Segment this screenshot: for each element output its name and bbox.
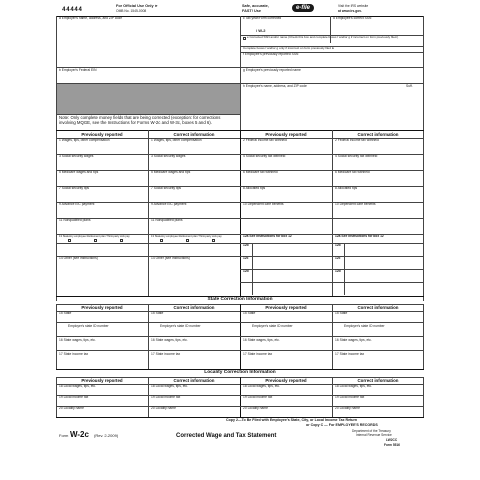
- box-19-prev-1: 19 Local income tax: [59, 395, 89, 399]
- box-17-corr-2: 17 State income tax: [335, 352, 365, 356]
- form-title: Corrected Wage and Tax Statement: [176, 433, 277, 439]
- box-a-label: a Employer's name, address, and ZIP code: [59, 16, 123, 20]
- official-use-label: For Official Use Only ►: [116, 4, 159, 8]
- complete-boxes-label: Complete boxes f and/or g only if incorrect on form previously filed ►: [243, 46, 335, 50]
- w2-label: / W-2: [256, 28, 266, 33]
- product-code: LW2CC: [386, 438, 398, 442]
- box-20-prev-2: 20 Locality name: [243, 406, 268, 410]
- box-2-corr: 2 Federal income tax withheld: [335, 138, 379, 142]
- state-id-prev-1: Employer's state ID number: [68, 324, 109, 328]
- locality-prev-header-1: Previously reported: [81, 378, 123, 383]
- box-6-prev: 6 Medicare tax withheld: [243, 170, 278, 174]
- box-9-prev: 9 Advance EIC payment: [59, 202, 95, 206]
- box-12b-prev: 12b: [243, 243, 249, 247]
- box-20-corr-2: 20 Locality name: [335, 406, 360, 410]
- right-corr-header: Correct information: [357, 132, 399, 137]
- locality-section-title: Locality Correction Information: [204, 370, 276, 375]
- box-3-prev: 3 Social security wages: [59, 154, 94, 158]
- box-d-label: d Employee's correct SSN: [333, 16, 372, 20]
- box-20-prev-1: 20 Locality name: [59, 406, 84, 410]
- form-label: Form: [59, 433, 69, 438]
- left-corr-header: Correct information: [173, 132, 215, 137]
- locality-prev-header-2: Previously reported: [265, 378, 307, 383]
- box-12b-corr: 12b: [335, 243, 341, 247]
- box-h-label: h Employee's name, address, and ZIP code: [243, 84, 307, 88]
- box-13-corr: 13 Statutory employee Retirement plan Third-party sick pay: [151, 235, 222, 238]
- sickpay-checkbox-prev[interactable]: [120, 239, 123, 242]
- box-15-prev-1: 15 State: [59, 311, 72, 315]
- efile-logo: e-file: [292, 4, 314, 12]
- box-10-corr: 10 Dependent care benefits: [335, 202, 376, 206]
- box-14-corr: 14 Other (see instructions): [151, 256, 190, 260]
- box-18-corr-1: 18 Local wages, tips, etc.: [151, 384, 189, 388]
- irs-visit-text: Visit the IRS website: [338, 4, 369, 8]
- box-16-corr-2: 16 State wages, tips, etc.: [335, 338, 372, 342]
- box-f-label: f Employee's previously reported SSN: [243, 52, 299, 56]
- box-12c-corr: 12c: [335, 256, 341, 260]
- box-19-corr-1: 19 Local income tax: [151, 395, 181, 399]
- safe-accurate-text: Safe, accurate,: [242, 4, 269, 8]
- box-15-corr-2: 15 State: [335, 311, 348, 315]
- box-3-corr: 3 Social security wages: [151, 154, 186, 158]
- retirement-checkbox-prev[interactable]: [94, 239, 97, 242]
- box-15-prev-2: 15 State: [243, 311, 256, 315]
- statutory-checkbox-prev[interactable]: [68, 239, 71, 242]
- box-16-corr-1: 16 State wages, tips, etc.: [151, 338, 188, 342]
- box-13-prev: 13 Statutory employee Retirement plan Third-party sick pay: [59, 235, 130, 238]
- box-15-corr-1: 15 State: [151, 311, 164, 315]
- box-12a-prev: 12a See instructions for box 12: [243, 234, 292, 238]
- box-6-corr: 6 Medicare tax withheld: [335, 170, 370, 174]
- box-12d-corr: 12d: [335, 269, 341, 273]
- box-16-prev-2: 16 State wages, tips, etc.: [243, 338, 280, 342]
- box-1-prev: 1 Wages, tips, other compensation: [59, 138, 110, 142]
- box-18-prev-2: 18 Local wages, tips, etc.: [243, 384, 281, 388]
- box-19-prev-2: 19 Local income tax: [243, 395, 273, 399]
- box-19-corr-2: 19 Local income tax: [335, 395, 365, 399]
- state-id-corr-1: Employer's state ID number: [160, 324, 201, 328]
- state-id-prev-2: Employer's state ID number: [252, 324, 293, 328]
- corrected-ssn-checkbox[interactable]: [243, 37, 246, 40]
- box-14-prev: 14 Other (see instructions): [59, 256, 98, 260]
- box-c-label: c Tax year/Form corrected: [243, 16, 282, 20]
- left-prev-header: Previously reported: [81, 132, 123, 137]
- omb-number: OMB No. 1545-0008: [116, 9, 147, 13]
- box-17-corr-1: 17 State income tax: [151, 352, 181, 356]
- state-corr-header-2: Correct information: [357, 305, 399, 310]
- money-fields-note: Note: Only complete money fields that are being corrected (exception: for corrections involving MQGE, see the Instructions for Forms W-2c and W-3c, boxes 5 and 6).: [59, 115, 221, 126]
- box-5-corr: 5 Medicare wages and tips: [151, 170, 191, 174]
- box-7-corr: 7 Social security tips: [151, 186, 182, 190]
- box-1-corr: 1 Wages, tips, other compensation: [151, 138, 202, 142]
- fast-use-text: FAST! Use: [242, 9, 261, 13]
- box-8-prev: 8 Allocated tips: [243, 186, 266, 190]
- form-w2c-title: W-2c: [70, 430, 89, 439]
- box-11-corr: 11 Nonqualified plans: [151, 218, 183, 222]
- form-number: Form 5516: [384, 443, 400, 447]
- copy-c-text: or Copy C — For EMPLOYEE'S RECORDS: [306, 423, 378, 427]
- w2c-form: [56, 3, 424, 471]
- statutory-checkbox-corr[interactable]: [160, 239, 163, 242]
- box-10-prev: 10 Dependent care benefits: [243, 202, 284, 206]
- control-number: 44444: [62, 6, 83, 13]
- suffix-label: Suff.: [406, 84, 413, 88]
- irs-site-text: at www.irs.gov.: [338, 9, 362, 13]
- box-12d-prev: 12d: [243, 269, 249, 273]
- state-corr-header-1: Correct information: [173, 305, 215, 310]
- box-17-prev-2: 17 State income tax: [243, 352, 273, 356]
- shaded-area: [57, 84, 241, 114]
- right-prev-header: Previously reported: [265, 132, 307, 137]
- box-5-prev: 5 Medicare wages and tips: [59, 170, 99, 174]
- box-b-label: b Employer's Federal EIN: [59, 68, 97, 72]
- box-4-corr: 4 Social security tax withheld: [335, 154, 378, 158]
- locality-corr-header-1: Correct information: [173, 378, 215, 383]
- box-12c-prev: 12c: [243, 256, 249, 260]
- box-8-corr: 8 Allocated tips: [335, 186, 358, 190]
- state-prev-header-1: Previously reported: [81, 305, 123, 310]
- box-2-prev: 2 Federal income tax withheld: [243, 138, 287, 142]
- box-16-prev-1: 16 State wages, tips, etc.: [59, 338, 96, 342]
- box-18-prev-1: 18 Local wages, tips, etc.: [59, 384, 97, 388]
- box-7-prev: 7 Social security tips: [59, 186, 90, 190]
- retirement-checkbox-corr[interactable]: [186, 239, 189, 242]
- sickpay-checkbox-corr[interactable]: [212, 239, 215, 242]
- state-id-corr-2: Employer's state ID number: [344, 324, 385, 328]
- box-12a-corr: 12a See instructions for box 12: [335, 234, 384, 238]
- copy-2-text: Copy 2—To Be Filed with Employee's State, City, or Local Income Tax Return: [226, 418, 358, 422]
- box-18-corr-2: 18 Local wages, tips, etc.: [335, 384, 373, 388]
- state-prev-header-2: Previously reported: [265, 305, 307, 310]
- treasury-dept: Department of the Treasury: [352, 429, 391, 433]
- box-9-corr: 9 Advance EIC payment: [151, 202, 187, 206]
- state-section-title: State Correction Information: [207, 297, 273, 302]
- box-e-label: e Corrected SSN and/or name (Check this box and complete boxes f and/or g if incorrect on form previously filed.): [247, 35, 399, 39]
- locality-corr-header-2: Correct information: [357, 378, 399, 383]
- form-revision: (Rev. 2-2009): [94, 433, 119, 438]
- box-17-prev-1: 17 State income tax: [59, 352, 89, 356]
- irs-name: Internal Revenue Service: [356, 433, 392, 437]
- box-11-prev: 11 Nonqualified plans: [59, 218, 91, 222]
- box-g-label: g Employee's previously reported name: [243, 68, 301, 72]
- box-20-corr-1: 20 Locality name: [151, 406, 176, 410]
- box-4-prev: 4 Social security tax withheld: [243, 154, 286, 158]
